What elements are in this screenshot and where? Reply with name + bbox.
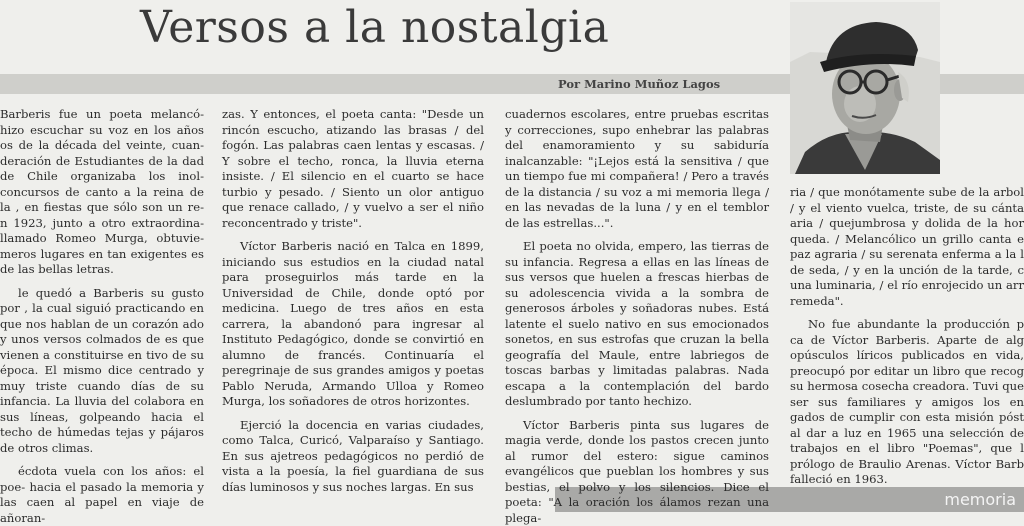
paragraph: cuadernos escolares, entre pruebas escritas y correcciones, supo enhebrar las palabras del enamoramiento y su sabiduría inalcanzable: "¡Lejos está la sensitiva / que un tiempo fue mi compañera! / Pero a través de la distancia / su voz a mi memoria llega / en las nevadas de la luna / y en el temblor de las estrellas...". — [505, 107, 769, 231]
paragraph: Víctor Barberis pinta sus lugares de magia verde, donde los pastos crecen junto al rumor del estero: sigue caminos evangélicos que pueblan los hombres y sus bestias, el polvo y los silencios. Dice el poeta: "A la oración los álamos rezan una plega- — [505, 418, 769, 526]
paragraph: No fue abundante la producción p ca de Víctor Barberis. Aparte de alg opúsculos líricos publicados en vida, preocupó por editar un libro que recog su hermosa cosecha creadora. Tuvi que ser sus familiares y amigos los en gados de cumplir con esta misión póst al dar a luz en 1965 una selección de trabajos en el libro "Poemas", que l prólogo de Braulio Arenas. Víctor Barb falleció en 1963. — [790, 317, 1024, 488]
paragraph: écdota vuela con los años: el poe- hacia el pasado la memoria y las caen al papel en viaje de añoran- — [0, 464, 204, 526]
portrait-image — [790, 2, 940, 174]
paragraph: zas. Y entonces, el poeta canta: "Desde un rincón escucho, atizando las brasas / del fogón. Las palabras caen lentas y escasas. / Y sobre el techo, ronca, la lluvia eterna insiste. / El silencio en el cuarto se hace turbio y pesado. / Siento un olor antiguo que renace callado, / y vuelvo a ser el niño reconcentrado y triste". — [222, 107, 484, 231]
article-title: Versos a la nostalgia — [140, 2, 609, 53]
watermark-bar — [555, 487, 1024, 512]
author-portrait — [790, 2, 940, 174]
article-column-3 — [505, 107, 769, 512]
paragraph: Barberis fue un poeta melancó- hizo escuchar su voz en los años os de la década del veinte, cuan- deración de Estudiantes de la dad de Chile organizaba los inol- concursos de canto a la reina de la , en fiestas que sólo son un re- n 1923, junto a otro extraordina- llamado Romeo Murga, obtuvie- meros lugares en tan exigentes es de las bellas letras. — [0, 107, 204, 278]
article-column-2 — [222, 107, 484, 512]
paragraph: ria / que monótamente sube de la arbol / y el viento vuelca, triste, de su cánta aria / quejumbrosa y dolida de la hor queda. / Melancólico un grillo canta e paz agraria / su serenata enferma a la l de seda, / y en la unción de la tarde, c una luminaria, / el río enrojecido un arr remeda". — [790, 185, 1024, 309]
paragraph: Víctor Barberis nació en Talca en 1899, iniciando sus estudios en la ciudad natal para proseguirlos más tarde en la Universidad de Chile, donde optó por medicina. Luego de tres años en esta carrera, la abandonó para ingresar al Instituto Pedagógico, donde se convirtió en alumno de francés. Continuaría el peregrinaje de sus grandes amigos y poetas Pablo Neruda, Armando Ulloa y Romeo Murga, los soñadores de otros horizontes. — [222, 239, 484, 410]
paragraph: El poeta no olvida, empero, las tierras de su infancia. Regresa a ellas en las líneas de sus versos que huelen a frescas hierbas de su adolescencia vivida a la sombra de generosos árboles y soñadoras nubes. Está latente el suelo nativo en sus emocionados sonetos, en sus estrofas que cruzan la bella geografía del Maule, entre labriegos de toscas barbas y limitadas palabras. Nada escapa a la contemplación del bardo deslumbrado por tanto hechizo. — [505, 239, 769, 410]
paragraph: Ejerció la docencia en varias ciudades, como Talca, Curicó, Valparaíso y Santiago. En sus ajetreos pedagógicos no perdió de vista a la poesía, la fiel guardiana de sus días luminosos y sus noches largas. En sus — [222, 418, 484, 496]
article-column-1 — [0, 107, 204, 512]
paragraph: le quedó a Barberis su gusto por , la cual siguió practicando en que nos hablan de un corazón ado y unos versos colmados de es que vienen a constituirse en tivo de su época. El mismo dice centrado y muy triste cuando días de su infancia. La lluvia del colabora en sus líneas, golpeando hacia el techo de húmedas tejas y pájaros de otros climas. — [0, 286, 204, 457]
watermark-text: memoria — [944, 490, 1016, 509]
byline: Por Marino Muñoz Lagos — [558, 77, 720, 91]
article-column-4 — [790, 185, 1024, 512]
